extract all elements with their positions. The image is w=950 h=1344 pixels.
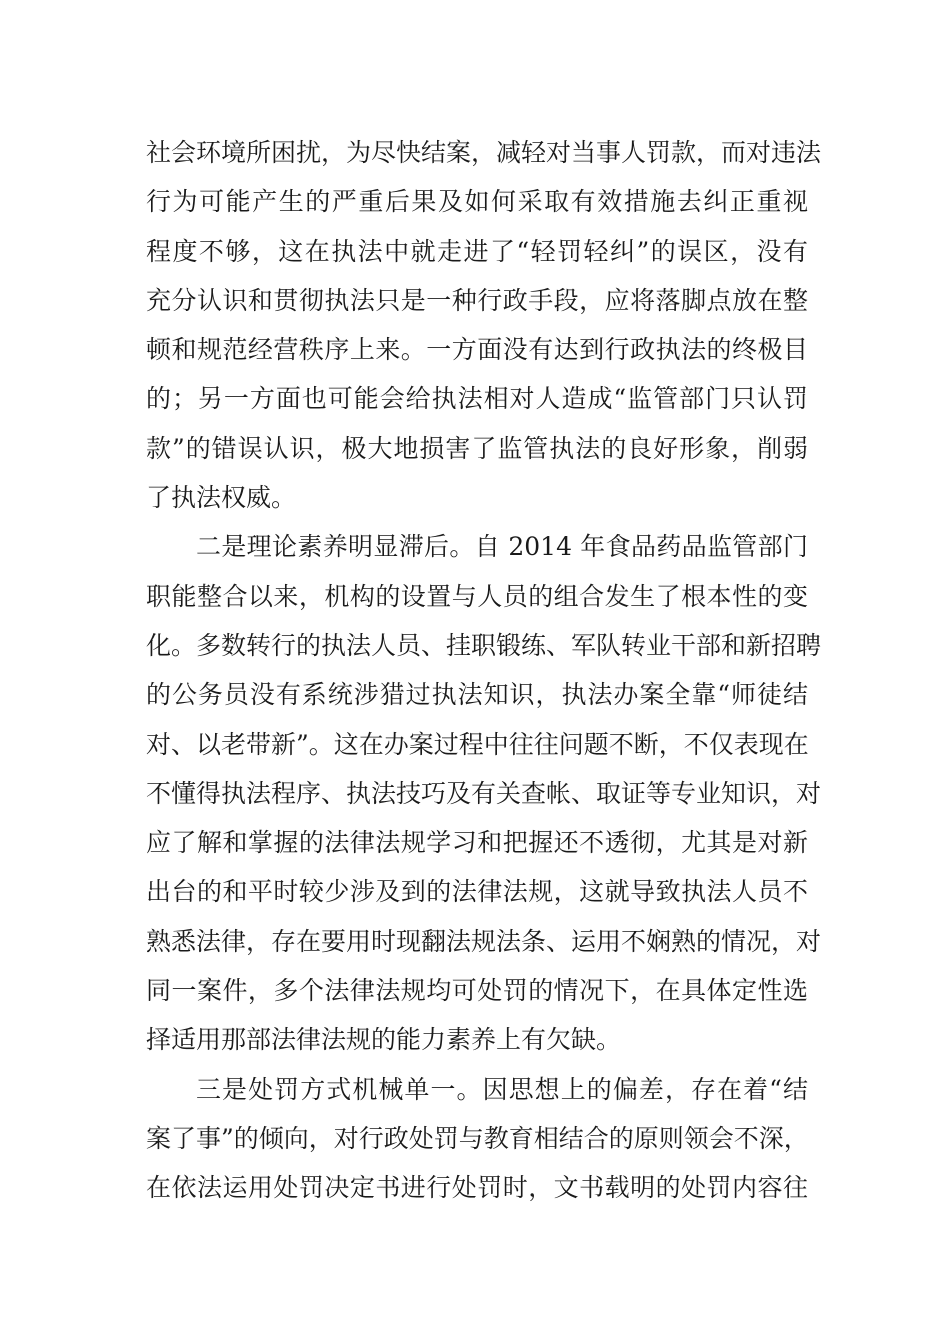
text-line: 出台的和平时较少涉及到的法律法规，这就导致执法人员不 [146, 877, 808, 907]
text-line: 在依法运用处罚决定书进行处罚时，文书载明的处罚内容往 [146, 1173, 808, 1203]
text-line: 的公务员没有系统涉猎过执法知识，执法办案全靠“师徒结 [146, 680, 808, 710]
text-line: 程度不够，这在执法中就走进了“轻罚轻纠”的误区，没有 [146, 236, 808, 266]
text-line: 熟悉法律，存在要用时现翻法规法条、运用不娴熟的情况，对 [146, 926, 822, 956]
text-line: 择适用那部法律法规的能力素养上有欠缺。 [146, 1025, 622, 1055]
text-line: 顿和规范经营秩序上来。一方面没有达到行政执法的终极目 [146, 335, 808, 365]
paragraph-theory-literacy [146, 522, 822, 1064]
text-line: 款”的错误认识，极大地损害了监管执法的良好形象，削弱 [146, 433, 808, 463]
text-line: 三是处罚方式机械单一。因思想上的偏差，存在着“结 [196, 1074, 808, 1104]
text-line: 社会环境所困扰，为尽快结案，减轻对当事人罚款，而对违法 [146, 138, 822, 167]
text-line: 充分认识和贯彻执法只是一种行政手段，应将落脚点放在整 [146, 285, 808, 315]
text-line: 对、以老带新”。这在办案过程中往往问题不断，不仅表现在 [146, 729, 809, 759]
paragraph-continuation [146, 128, 822, 522]
text-line: 化。多数转行的执法人员、挂职锻练、军队转业干部和新招聘 [146, 630, 822, 660]
text-line: 职能整合以来，机构的设置与人员的组合发生了根本性的变 [146, 581, 808, 611]
text-line: 应了解和掌握的法律法规学习和把握还不透彻，尤其是对新 [146, 828, 808, 858]
document-body [146, 128, 822, 1213]
paragraph-penalty-methods [146, 1065, 808, 1213]
text-line: 行为可能产生的严重后果及如何采取有效措施去纠正重视 [146, 187, 808, 217]
text-line: 案了事”的倾向，对行政处罚与教育相结合的原则领会不深， [146, 1123, 809, 1153]
text-line: 的；另一方面也可能会给执法相对人造成“监管部门只认罚 [146, 384, 808, 414]
text-line: 不懂得执法程序、执法技巧及有关查帐、取证等专业知识，对 [146, 778, 822, 808]
text-line: 同一案件，多个法律法规均可处罚的情况下，在具体定性选 [146, 976, 808, 1006]
text-line: 二是理论素养明显滞后。自 2014 年食品药品监管部门 [196, 532, 808, 562]
text-line: 了执法权威。 [146, 483, 297, 513]
